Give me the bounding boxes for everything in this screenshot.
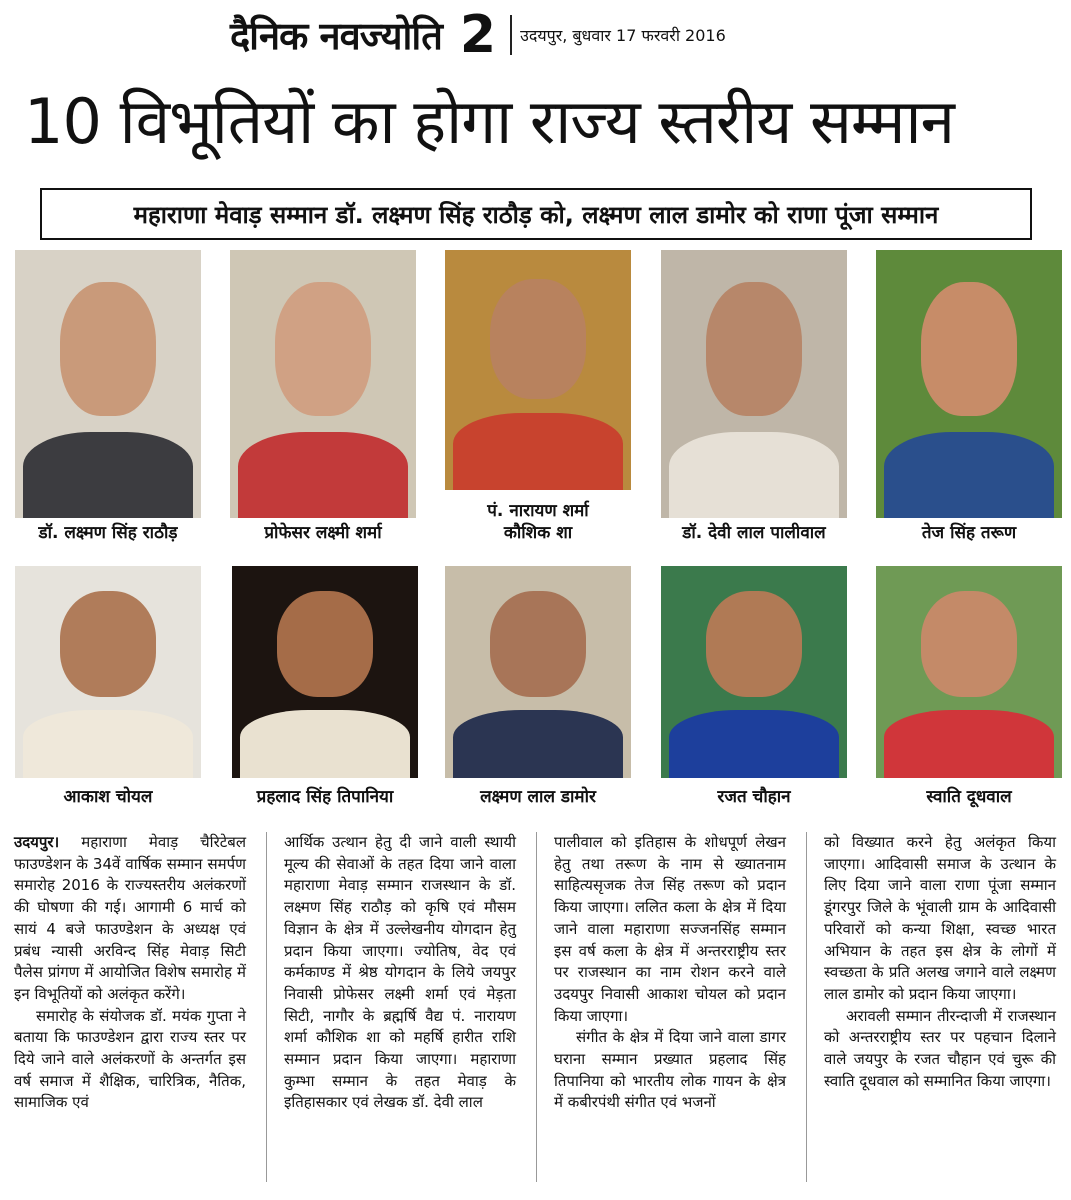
- portrait-face: [277, 591, 373, 697]
- portrait-face: [490, 279, 586, 399]
- portrait-image: [230, 250, 416, 518]
- portrait-torso: [884, 710, 1054, 778]
- portrait-torso: [669, 710, 839, 778]
- photo-narayan-sharma: [445, 250, 631, 490]
- portrait-image: [15, 250, 201, 518]
- portrait-face: [490, 591, 586, 697]
- photo-devi-lal-paliwal: [661, 250, 847, 518]
- paragraph: [14, 832, 246, 1006]
- paragraph: संगीत के क्षेत्र में दिया जाने वाला डागर घराना सम्मान प्रख्यात प्रहलाद सिंह तिपानिया को भारतीय लोक गायन के क्षेत्र में कबीरपंथी संगीत एवं भजनों: [554, 1028, 786, 1112]
- portrait-torso: [669, 432, 839, 518]
- caption-laxman-singh-rathore: डॉ. लक्ष्मण सिंह राठौड़: [38, 523, 178, 543]
- portrait-torso: [238, 432, 408, 518]
- portrait-face: [60, 282, 156, 416]
- caption-narayan-sharma: [445, 500, 631, 544]
- article-column-3: [554, 832, 786, 1114]
- portrait-image: [15, 566, 201, 778]
- caption-akash-choyal: आकाश चोयल: [63, 787, 153, 807]
- portrait-image: [232, 566, 418, 778]
- portrait-torso: [453, 710, 623, 778]
- article-column-4: [824, 832, 1056, 1092]
- page-number: 2: [459, 5, 497, 65]
- column-divider: [806, 832, 807, 1182]
- caption-laxmi-sharma: प्रोफेसर लक्ष्मी शर्मा: [264, 523, 382, 543]
- caption-line-2: कौशिक शा: [503, 523, 573, 543]
- photo-akash-choyal: [15, 566, 201, 778]
- paragraph: अरावली सम्मान तीरन्दाजी में राजस्थान को अन्तरराष्ट्रीय स्तर पर पहचान दिलाने वाले जयपुर के रजत चौहान एवं चुरू की स्वाति दूधवाल को सम्मानित किया जाएगा।: [824, 1006, 1056, 1090]
- photo-swati-dudhwal: [876, 566, 1062, 778]
- dateline: उदयपुर, बुधवार 17 फरवरी 2016: [520, 26, 726, 45]
- paragraph: आर्थिक उत्थान हेतु दी जाने वाली स्थायी मूल्य की सेवाओं के तहत दिया जाने वाला महाराणा मेवाड़ सम्मान राजस्थान के डॉ. लक्ष्मण सिंह राठौड़ को कृषि एवं मौसम विज्ञान के क्षेत्र में उल्लेखनीय योगदान हेतु प्रदान किया जाएगा। ज्योतिष, वेद एवं कर्मकाण्ड में श्रेष्ठ योगदान के लिये जयपुर निवासी प्रोफेसर लक्ष्मी शर्मा एवं मेड़ता सिटी, नागौर के ब्रह्मर्षि वैद्य पं. नारायण शर्मा कौशिक शा को महर्षि हारीत राशि सम्मान प्रदान किया जाएगा। महाराणा कुम्भा सम्मान के तहत मेवाड़ के इतिहासकार एवं लेखक डॉ. देवी लाल: [284, 833, 516, 1112]
- portrait-image: [445, 250, 631, 490]
- masthead-divider: [510, 15, 512, 55]
- caption-prahlad-singh-tipaniya: प्रहलाद सिंह तिपानिया: [256, 787, 394, 807]
- headline: 10 विभूतियों का होगा राज्य स्तरीय सम्मान: [24, 85, 954, 158]
- paragraph: समारोह के संयोजक डॉ. मयंक गुप्ता ने बताया कि फाउण्डेशन द्वारा राज्य स्तर पर दिये जाने वाले अलंकरणों के अन्तर्गत इस वर्ष समाज में शैक्षिक, चारित्रिक, नैतिक, सामाजिक एवं: [14, 1006, 246, 1112]
- caption-swati-dudhwal: स्वाति दूधवाल: [926, 787, 1012, 807]
- portrait-image: [445, 566, 631, 778]
- article-column-2: [284, 832, 516, 1114]
- column-divider: [536, 832, 537, 1182]
- photo-tej-singh-tarun: [876, 250, 1062, 518]
- photo-rajat-chauhan: [661, 566, 847, 778]
- paragraph: को विख्यात करने हेतु अलंकृत किया जाएगा। आदिवासी समाज के उत्थान के लिए दिया जाने वाला राणा पूंजा सम्मान डूंगरपुर जिले के भूंवाली ग्राम के आदिवासी परिवारों को कन्या शिक्षा, स्वच्छ भारत अभियान के तहत इस क्षेत्र के लोगों में स्वच्छता के प्रति अलख जगाने वाले लक्ष्मण लाल डामोर को प्रदान किया जाएगा।: [824, 833, 1056, 1003]
- photo-laxman-singh-rathore: [15, 250, 201, 518]
- portrait-image: [876, 250, 1062, 518]
- portrait-image: [661, 250, 847, 518]
- portrait-torso: [23, 432, 193, 518]
- portrait-face: [275, 282, 371, 416]
- portrait-face: [921, 591, 1017, 697]
- portrait-face: [60, 591, 156, 697]
- subheadline: महाराणा मेवाड़ सम्मान डॉ. लक्ष्मण सिंह राठौड़ को, लक्ष्मण लाल डामोर को राणा पूंजा सम्मान: [133, 200, 939, 229]
- portrait-torso: [240, 710, 410, 778]
- paragraph-text: महाराणा मेवाड़ चैरिटेबल फाउण्डेशन के 34वें वार्षिक सम्मान समर्पण समारोह 2016 के राज्यस्तरीय अलंकरणों की घोषणा की गई। आगामी 6 मार्च को सायं 4 बजे फाउण्डेशन के अध्यक्ष एवं प्रबंध न्यासी अरविन्द सिंह मेवाड़ सिटी पैलेस प्रांगण में आयोजित विशेष समारोह में इन विभूतियों को अलंकृत करेंगे।: [14, 833, 246, 1003]
- column-divider: [266, 832, 267, 1182]
- caption-rajat-chauhan: रजत चौहान: [717, 787, 791, 807]
- paper-name: दैनिक नवज्योति: [230, 14, 442, 58]
- caption-tej-singh-tarun: तेज सिंह तरूण: [921, 523, 1017, 543]
- photo-laxman-lal-damor: [445, 566, 631, 778]
- photo-prahlad-singh-tipaniya: [232, 566, 418, 778]
- photo-laxmi-sharma: [230, 250, 416, 518]
- caption-laxman-lal-damor: लक्ष्मण लाल डामोर: [480, 787, 596, 807]
- dateline-lead: उदयपुर।: [14, 833, 60, 851]
- portrait-face: [921, 282, 1017, 416]
- subheadline-box: [40, 188, 1032, 240]
- article-column-1: [14, 832, 246, 1114]
- paragraph: पालीवाल को इतिहास के शोधपूर्ण लेखन हेतु तथा तरूण के नाम से ख्यातनाम साहित्यसृजक तेज सिंह तरूण को प्रदान किया जाएगा। ललित कला के क्षेत्र में दिया जाने वाला महाराणा सज्जनसिंह सम्मान इस वर्ष कला के क्षेत्र में अन्तरराष्ट्रीय स्तर पर राजस्थान का नाम रोशन करने वाले उदयपुर निवासी आकाश चोयल को प्रदान किया जाएगा।: [554, 833, 786, 1025]
- caption-devi-lal-paliwal: डॉ. देवी लाल पालीवाल: [682, 523, 826, 543]
- masthead: [230, 4, 726, 66]
- portrait-image: [876, 566, 1062, 778]
- portrait-face: [706, 282, 802, 416]
- caption-line-1: पं. नारायण शर्मा: [487, 501, 589, 521]
- portrait-image: [661, 566, 847, 778]
- portrait-face: [706, 591, 802, 697]
- portrait-torso: [884, 432, 1054, 518]
- portrait-torso: [23, 710, 193, 778]
- portrait-torso: [453, 413, 623, 490]
